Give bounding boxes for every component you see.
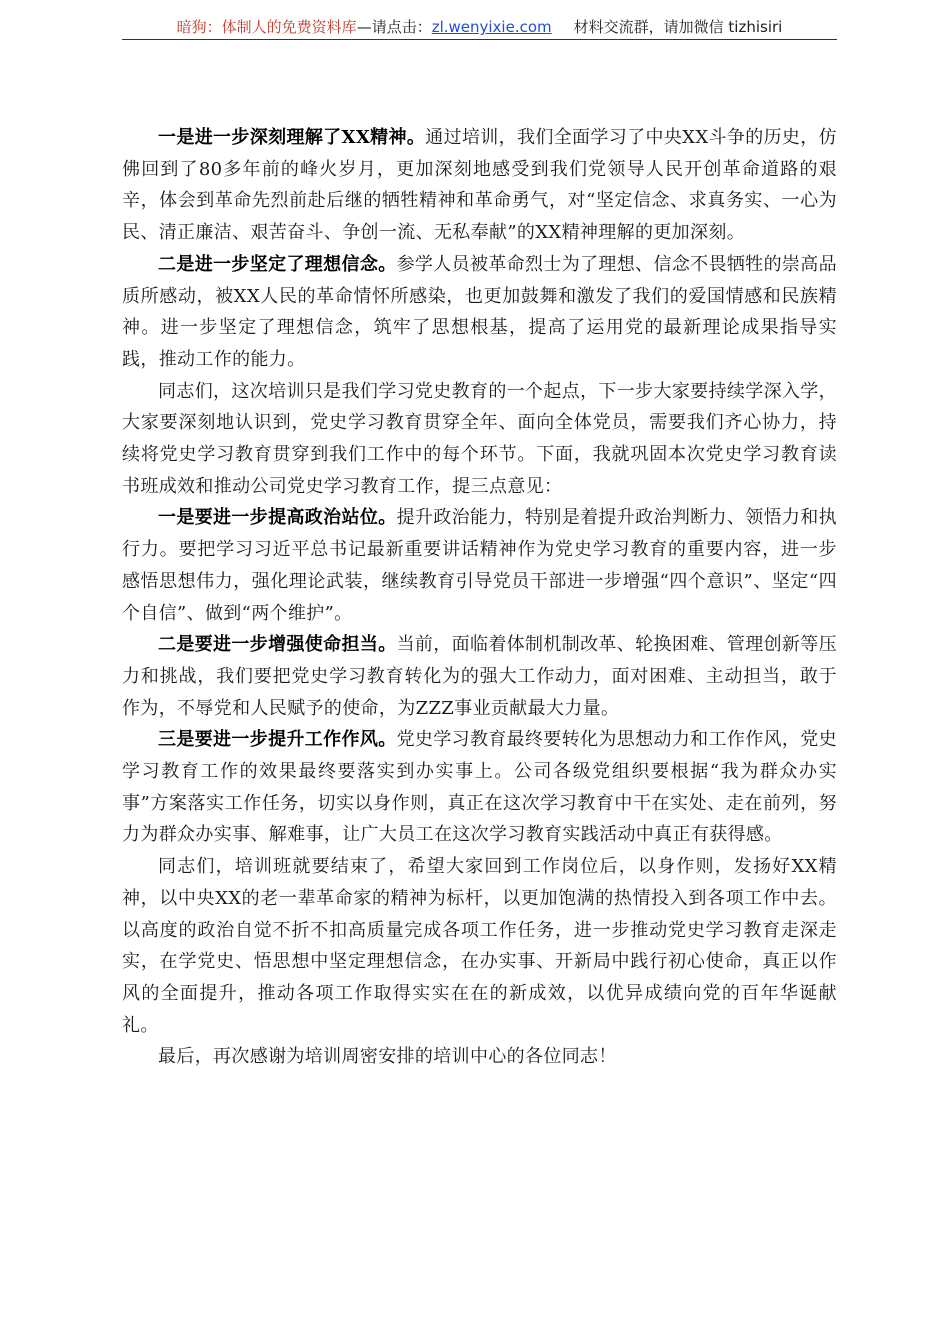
paragraph-text: 同志们，培训班就要结束了，希望大家回到工作岗位后，以身作则，发扬好XX精神，以中央XX的老一辈革命家的精神为标杆，以更加饱满的热情投入到各项工作中去。以高度的政治自觉不折不扣高质量完成各项工作任务，进一步推动党史学习教育走深走实，在学党史、悟思想中坚定理想信念，在办实事、开新局中践行初心使命，真正以作风的全面提升，推动各项工作取得实实在在的新成效，以优异成绩向党的百年华诞献礼。 (122, 856, 837, 1036)
paragraph (122, 122, 837, 249)
paragraph-lead: 二是进一步坚定了理想信念。 (158, 253, 397, 275)
paragraph (122, 502, 837, 629)
paragraph (122, 376, 837, 503)
paragraph-text: 参学人员被革命烈士为了理想、信念不畏牺牲的崇高品质所感动，被XX人民的革命情怀所感染，也更加鼓舞和激发了我们的爱国情感和民族精神。进一步坚定了理想信念，筑牢了思想根基，提高了运用党的最新理论成果指导实践，推动工作的能力。 (122, 253, 837, 370)
paragraph-lead: 一是要进一步提高政治站位。 (158, 507, 397, 529)
paragraph-lead: 二是要进一步增强使命担当。 (158, 634, 397, 656)
header-link[interactable]: zl.wenyixie.com (431, 18, 552, 36)
header-divider (122, 39, 837, 40)
paragraph (122, 629, 837, 724)
paragraph-text: 当前，面临着体制机制改革、轮换困难、管理创新等压力和挑战，我们要把党史学习教育转化为的强大工作动力，面对困难、主动担当，敢于作为，不辱党和人民赋予的使命，为ZZZ事业贡献最大力量。 (122, 634, 837, 719)
paragraph (122, 1041, 837, 1073)
paragraph-text: 通过培训，我们全面学习了中央XX斗争的历史，仿佛回到了80多年前的峰火岁月，更加深刻地感受到我们党领导人民开创革命道路的艰辛，体会到革命先烈前赴后继的牺牲精神和革命勇气，对“坚定信念、求真务实、一心为民、清正廉洁、艰苦奋斗、争创一流、无私奉献”的XX精神理解的更加深刻。 (122, 127, 837, 244)
paragraph-text: 同志们，这次培训只是我们学习党史教育的一个起点，下一步大家要持续学深入学，大家要深刻地认识到，党史学习教育贯穿全年、面向全体党员，需要我们齐心协力，持续将党史学习教育贯穿到我们工作中的每个环节。下面，我就巩固本次党史学习教育读书班成效和推动公司党史学习教育工作，提三点意见： (122, 380, 837, 497)
paragraph-lead: 一是进一步深刻理解了XX精神。 (158, 127, 426, 148)
paragraph-text: 提升政治能力，特别是着提升政治判断力、领悟力和执行力。要把学习习近平总书记最新重要讲话精神作为党史学习教育的重要内容，进一步感悟思想伟力，强化理论武装，继续教育引导党员干部进一步增强“四个意识”、坚定“四个自信”、做到“两个维护”。 (122, 507, 837, 624)
paragraph-text: 最后，再次感谢为培训周密安排的培训中心的各位同志！ (158, 1046, 617, 1068)
paragraph (122, 851, 837, 1041)
paragraph (122, 724, 837, 851)
page-header (122, 14, 837, 40)
header-contact: 材料交流群，请加微信 tizhisiri (573, 18, 783, 36)
header-brand: 暗狗：体制人的免费资料库 (176, 18, 357, 36)
document-body (122, 122, 837, 1073)
header-prompt: —请点击： (356, 18, 432, 36)
paragraph (122, 249, 837, 376)
paragraph-text: 党史学习教育最终要转化为思想动力和工作作风，党史学习教育工作的效果最终要落实到办实事上。公司各级党组织要根据“我为群众办实事”方案落实工作任务，切实以身作则，真正在这次学习教育中干在实处、走在前列，努力为群众办实事、解难事，让广大员工在这次学习教育实践活动中真正有获得感。 (122, 729, 837, 846)
paragraph-lead: 三是要进一步提升工作作风。 (158, 729, 397, 751)
